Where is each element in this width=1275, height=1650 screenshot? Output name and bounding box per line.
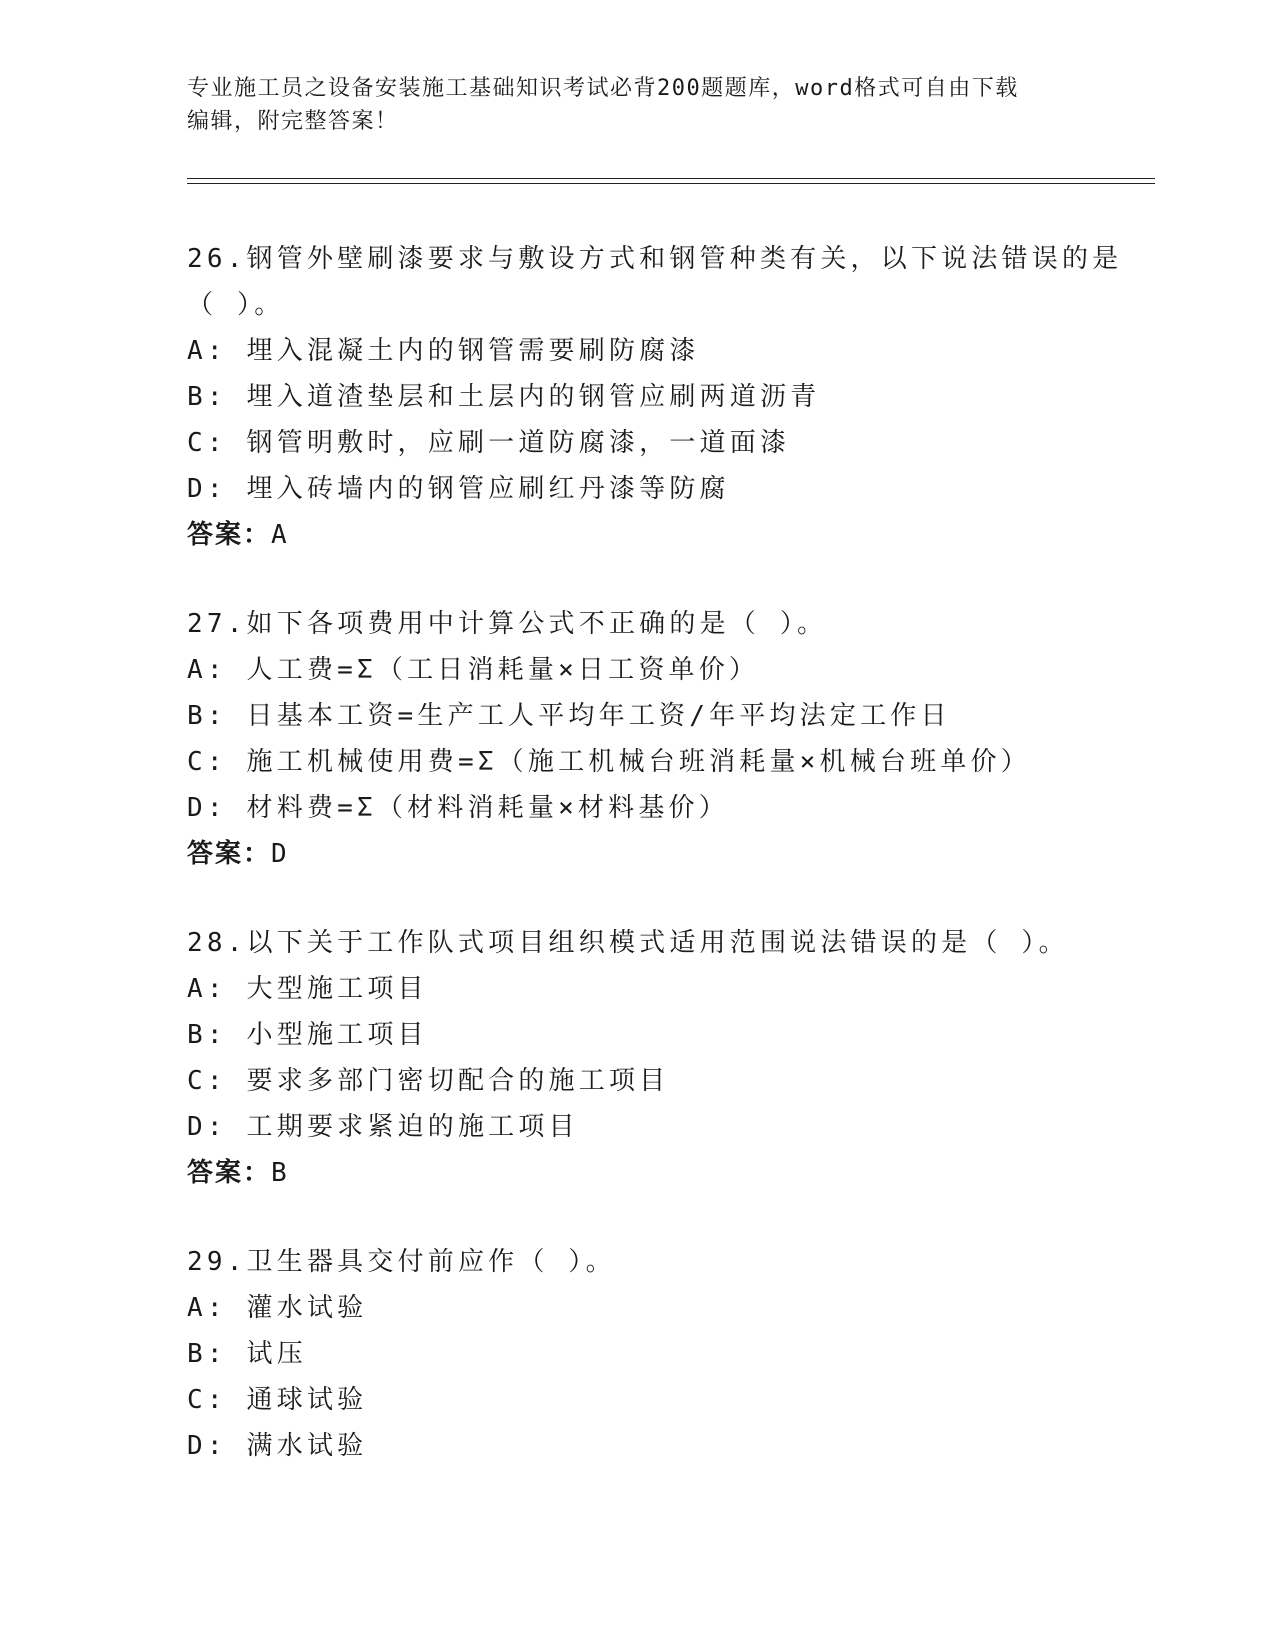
answer-line	[187, 512, 1147, 558]
option-b: B: 试压	[187, 1339, 307, 1369]
header-line-2: 编辑，附完整答案！	[187, 109, 399, 134]
question-29	[187, 1239, 1147, 1469]
question-stem-line-1: 27.如下各项费用中计算公式不正确的是（ ）。	[187, 609, 828, 639]
answer-line	[187, 831, 1147, 877]
question-stem-line-2: （ ）。	[187, 290, 285, 320]
option-c: C: 钢管明敷时，应刷一道防腐漆，一道面漆	[187, 428, 791, 458]
answer-label: 答案：	[187, 520, 272, 550]
option-c: C: 通球试验	[187, 1385, 368, 1415]
option-c: C: 要求多部门密切配合的施工项目	[187, 1066, 670, 1096]
question-26	[187, 236, 1147, 558]
question-stem-line-1: 28.以下关于工作队式项目组织模式适用范围说法错误的是（ ）。	[187, 928, 1069, 958]
option-d: D: 满水试验	[187, 1431, 368, 1461]
answer-label: 答案：	[187, 839, 272, 869]
answer-line	[187, 1150, 1147, 1196]
option-b: B: 日基本工资=生产工人平均年工资/年平均法定工作日	[187, 701, 951, 731]
option-b: B: 埋入道渣垫层和土层内的钢管应刷两道沥青	[187, 382, 821, 412]
header-divider-top	[187, 178, 1155, 179]
header-line-1: 专业施工员之设备安装施工基础知识考试必背200题题库，word格式可自由下载	[187, 76, 1019, 101]
answer-value: A	[271, 520, 289, 550]
answer-value: B	[271, 1158, 289, 1188]
option-c: C: 施工机械使用费=Σ（施工机械台班消耗量×机械台班单价）	[187, 747, 1031, 777]
question-list	[187, 236, 1147, 1512]
question-stem-line-1: 26.钢管外壁刷漆要求与敷设方式和钢管种类有关，以下说法错误的是	[187, 244, 1123, 274]
option-d: D: 工期要求紧迫的施工项目	[187, 1112, 579, 1142]
option-a: A: 大型施工项目	[187, 974, 428, 1004]
option-a: A: 人工费=Σ（工日消耗量×日工资单价）	[187, 655, 760, 685]
answer-value: D	[271, 839, 289, 869]
header-divider-bottom	[187, 183, 1155, 184]
answer-label: 答案：	[187, 1158, 272, 1188]
question-stem-line-1: 29.卫生器具交付前应作（ ）。	[187, 1247, 616, 1277]
option-a: A: 埋入混凝土内的钢管需要刷防腐漆	[187, 336, 700, 366]
document-header	[187, 72, 1087, 138]
question-27	[187, 601, 1147, 877]
question-28	[187, 920, 1147, 1196]
option-a: A: 灌水试验	[187, 1293, 368, 1323]
option-d: D: 材料费=Σ（材料消耗量×材料基价）	[187, 793, 729, 823]
option-b: B: 小型施工项目	[187, 1020, 428, 1050]
option-d: D: 埋入砖墙内的钢管应刷红丹漆等防腐	[187, 474, 730, 504]
